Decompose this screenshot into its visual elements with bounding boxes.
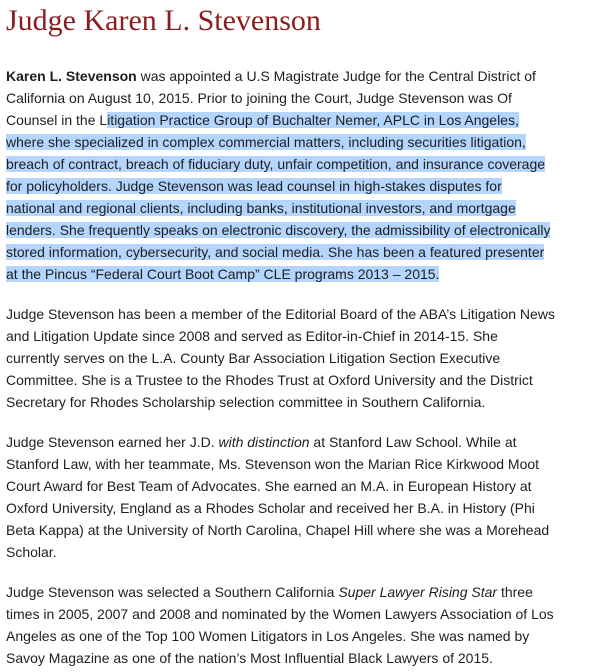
text-line: [6, 431, 606, 453]
text-run: three: [497, 584, 533, 600]
text-line: Secretary for Rhodes Scholarship selection committee in Southern California.: [6, 394, 486, 410]
text-line: [6, 153, 606, 175]
selected-text[interactable]: stored information, cybersecurity, and social media. She has been a featured presenter: [6, 244, 545, 260]
selected-text[interactable]: at the Pincus “Federal Court Boot Camp” CLE programs 2013 – 2015.: [6, 266, 440, 282]
bio-page: [6, 0, 606, 666]
selected-text[interactable]: national and regional clients, including banks, institutional investors, and mortgage: [6, 200, 516, 216]
text-run: Judge Stevenson earned her J.D.: [6, 434, 219, 450]
text-line: [6, 131, 606, 153]
selected-text[interactable]: lenders. She frequently speaks on electronic discovery, the admissibility of electronically: [6, 222, 551, 238]
selected-text[interactable]: for policyholders. Judge Stevenson was lead counsel in high-stakes disputes for: [6, 178, 502, 194]
selected-text[interactable]: where she specialized in complex commercial matters, including securities litigation,: [6, 134, 526, 150]
text-line: [6, 65, 606, 87]
text-line: and Litigation Update since 2008 and served as Editor-in-Chief in 2014-15. She: [6, 328, 498, 344]
text-line: Scholar.: [6, 544, 57, 560]
emphasis-text: with distinction: [218, 434, 310, 450]
text-line: [6, 219, 606, 241]
text-line: Angeles as one of the Top 100 Women Litigators in Los Angeles. She was named by: [6, 628, 530, 644]
text-line: Oxford University, England as a Rhodes Scholar and received her B.A. in History (Phi: [6, 500, 535, 516]
bio-paragraph-honors: [6, 581, 606, 669]
text-line: California on August 10, 2015. Prior to joining the Court, Judge Stevenson was Of: [6, 90, 512, 106]
text-line: Court Award for Best Team of Advocates. She earned an M.A. in European History at: [6, 478, 532, 494]
text-line: Judge Stevenson has been a member of the Editorial Board of the ABA’s Litigation News: [6, 306, 555, 322]
emphasis-text: Super Lawyer Rising Star: [338, 584, 498, 600]
text-line: [6, 175, 606, 197]
bio-paragraph-appointment: [6, 65, 606, 285]
text-line: [6, 581, 606, 603]
text-line: [6, 109, 606, 131]
text-line: [6, 263, 606, 285]
text-line: [6, 241, 606, 263]
text-line: Stanford Law, with her teammate, Ms. Stevenson won the Marian Rice Kirkwood Moot: [6, 456, 540, 472]
text-line: times in 2005, 2007 and 2008 and nominated by the Women Lawyers Association of Los: [6, 606, 554, 622]
selected-text[interactable]: breach of contract, breach of fiduciary duty, unfair competition, and insurance coverage: [6, 156, 546, 172]
text-run: Judge Stevenson was selected a Southern California: [6, 584, 339, 600]
selected-text[interactable]: itigation Practice Group of Buchalter Nemer, APLC in Los Angeles,: [107, 112, 519, 128]
text-run: was appointed a U.S Magistrate Judge for the Central District of: [136, 68, 536, 84]
text-run: Counsel in the L: [6, 112, 108, 128]
text-line: currently serves on the L.A. County Bar Association Litigation Section Executive: [6, 350, 501, 366]
text-line: [6, 197, 606, 219]
text-line: Committee. She is a Trustee to the Rhodes Trust at Oxford University and the District: [6, 372, 533, 388]
page-title: Judge Karen L. Stevenson: [6, 4, 321, 37]
text-line: Beta Kappa) at the University of North Carolina, Chapel Hill where she was a Morehead: [6, 522, 550, 538]
judge-name: Karen L. Stevenson: [6, 68, 137, 84]
bio-paragraph-aba: [6, 303, 606, 413]
text-line: Savoy Magazine as one of the nation’s Most Influential Black Lawyers of 2015.: [6, 650, 493, 666]
text-run: at Stanford Law School. While at: [309, 434, 517, 450]
bio-paragraph-education: [6, 431, 606, 563]
